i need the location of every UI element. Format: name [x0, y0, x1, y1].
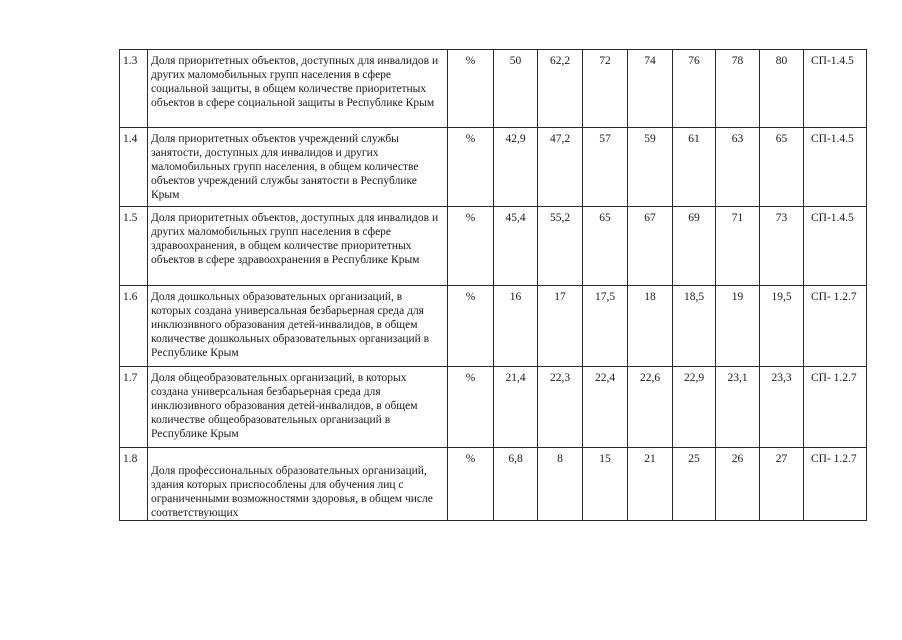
- value-cell: 47,2: [538, 128, 583, 207]
- table-row: [120, 286, 867, 367]
- value-cell: 61: [673, 128, 716, 207]
- indicator-cell: [148, 448, 448, 521]
- value-cell: 23,3: [760, 367, 804, 448]
- value-cell: 27: [760, 448, 804, 521]
- table-row: [120, 50, 867, 128]
- indicator-description: Доля приоритетных объектов учреждений службы занятости, доступных для инвалидов и других маломобильных групп населения, в общем количестве объектов учреждений службы занятости в Республике Крым: [151, 133, 419, 201]
- table-row: [120, 207, 867, 286]
- unit-cell: %: [448, 448, 494, 521]
- value-cell: 22,6: [628, 367, 673, 448]
- source-code-cell: СП- 1.2.7: [804, 286, 867, 367]
- table-row: [120, 367, 867, 448]
- value-cell: 17: [538, 286, 583, 367]
- value-cell: 57: [583, 128, 628, 207]
- source-code-cell: СП- 1.2.7: [804, 448, 867, 521]
- value-cell: 22,3: [538, 367, 583, 448]
- indicator-description: Доля приоритетных объектов, доступных для инвалидов и других маломобильных групп населения в сфере здравоохранения, в общем количестве приоритетных объектов в сфере здравоохранения в Республике Крым: [151, 212, 439, 266]
- value-cell: 8: [538, 448, 583, 521]
- value-cell: 65: [760, 128, 804, 207]
- indicator-cell: [148, 207, 448, 286]
- value-cell: 17,5: [583, 286, 628, 367]
- value-cell: 69: [673, 207, 716, 286]
- indicator-cell: [148, 128, 448, 207]
- value-cell: 22,4: [583, 367, 628, 448]
- value-cell: 62,2: [538, 50, 583, 128]
- value-cell: 26: [716, 448, 760, 521]
- indicator-description: Доля дошкольных образовательных организаций, в которых создана универсальная безбарьерная среда для инклюзивного образования детей-инвалидов, в общем количестве дошкольных образовательных организаций в Республике Крым: [151, 291, 430, 359]
- row-number: 1.3: [120, 50, 148, 128]
- value-cell: 6,8: [494, 448, 538, 521]
- row-number: 1.8: [120, 448, 148, 521]
- indicator-cell: [148, 367, 448, 448]
- value-cell: 71: [716, 207, 760, 286]
- value-cell: 22,9: [673, 367, 716, 448]
- indicator-description: Доля общеобразовательных организаций, в которых создана универсальная безбарьерная среда для инклюзивного образования детей-инвалидов, в общем количестве общеобразовательных организаций в Республике Крым: [151, 372, 418, 440]
- value-cell: 19: [716, 286, 760, 367]
- table-body: [120, 50, 867, 521]
- value-cell: 16: [494, 286, 538, 367]
- table-row: [120, 448, 867, 521]
- value-cell: 45,4: [494, 207, 538, 286]
- source-code-cell: СП- 1.2.7: [804, 367, 867, 448]
- row-number: 1.7: [120, 367, 148, 448]
- indicator-description: Доля приоритетных объектов, доступных для инвалидов и других маломобильных групп населения в сфере социальной защиты, в общем количестве приоритетных объектов в сфере социальной защиты в Республике Крым: [151, 55, 439, 109]
- value-cell: 19,5: [760, 286, 804, 367]
- source-code-cell: СП-1.4.5: [804, 128, 867, 207]
- source-code-cell: СП-1.4.5: [804, 207, 867, 286]
- value-cell: 65: [583, 207, 628, 286]
- value-cell: 23,1: [716, 367, 760, 448]
- value-cell: 74: [628, 50, 673, 128]
- indicators-table: [119, 49, 867, 521]
- value-cell: 15: [583, 448, 628, 521]
- value-cell: 21,4: [494, 367, 538, 448]
- indicator-description: Доля профессиональных образовательных организаций, здания которых приспособлены для обучения лиц с ограниченными возможностями здоровья, в общем числе соответствующих: [151, 465, 433, 519]
- table-row: [120, 128, 867, 207]
- value-cell: 67: [628, 207, 673, 286]
- value-cell: 80: [760, 50, 804, 128]
- row-number: 1.4: [120, 128, 148, 207]
- value-cell: 55,2: [538, 207, 583, 286]
- indicator-cell: [148, 50, 448, 128]
- unit-cell: %: [448, 128, 494, 207]
- unit-cell: %: [448, 50, 494, 128]
- value-cell: 72: [583, 50, 628, 128]
- value-cell: 18,5: [673, 286, 716, 367]
- unit-cell: %: [448, 207, 494, 286]
- value-cell: 63: [716, 128, 760, 207]
- indicator-cell: [148, 286, 448, 367]
- row-number: 1.6: [120, 286, 148, 367]
- value-cell: 21: [628, 448, 673, 521]
- value-cell: 42,9: [494, 128, 538, 207]
- value-cell: 78: [716, 50, 760, 128]
- value-cell: 73: [760, 207, 804, 286]
- unit-cell: %: [448, 367, 494, 448]
- value-cell: 25: [673, 448, 716, 521]
- unit-cell: %: [448, 286, 494, 367]
- value-cell: 76: [673, 50, 716, 128]
- row-number: 1.5: [120, 207, 148, 286]
- value-cell: 50: [494, 50, 538, 128]
- source-code-cell: СП-1.4.5: [804, 50, 867, 128]
- value-cell: 18: [628, 286, 673, 367]
- value-cell: 59: [628, 128, 673, 207]
